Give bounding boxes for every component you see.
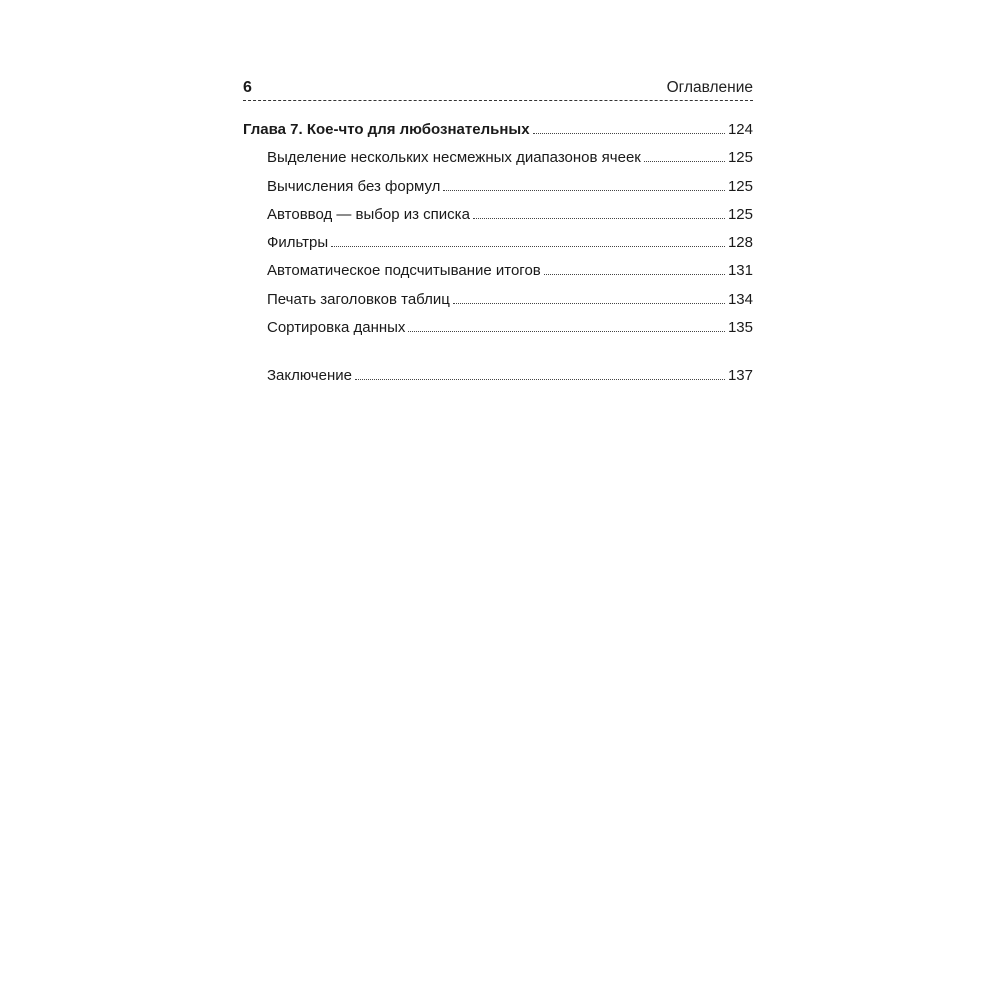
page-number: 6 [243, 79, 252, 96]
toc-entry-row [243, 290, 753, 318]
section-title: Оглавление [666, 79, 753, 96]
document-page [243, 78, 753, 395]
toc-entry-title: Сортировка данных [267, 319, 406, 337]
toc-entry-title: Автоввод — выбор из списка [267, 205, 470, 223]
toc-entry-page: 125 [727, 177, 753, 195]
toc-entry-row [243, 177, 753, 205]
toc-entry-page: 125 [727, 149, 753, 167]
toc-conclusion-title: Заключение [267, 367, 352, 385]
toc-dot-leader [533, 133, 725, 134]
toc-dot-leader [544, 274, 725, 275]
toc-dot-leader [355, 379, 725, 380]
toc-conclusion-row [243, 366, 753, 394]
toc-dot-leader [443, 190, 725, 191]
toc-entry-page: 134 [727, 290, 753, 308]
toc-entry-title: Вычисления без формул [267, 177, 441, 195]
toc-entry-page: 128 [727, 234, 753, 252]
running-head [243, 78, 753, 101]
toc-entry-title: Выделение нескольких несмежных диапазонов ячеек [267, 149, 641, 167]
toc-entry-page: 131 [727, 262, 753, 280]
toc-chapter-page: 124 [727, 121, 753, 138]
toc-entry-page: 125 [727, 205, 753, 223]
toc-entry-row [243, 148, 753, 176]
toc-entry-title: Автоматическое подсчитывание итогов [267, 262, 541, 280]
toc-dot-leader [331, 246, 725, 247]
toc-dot-leader [453, 303, 725, 304]
toc-dot-leader [473, 218, 725, 219]
toc-chapter-title: Глава 7. Кое-что для любознательных [243, 121, 530, 138]
toc-entry-row [243, 205, 753, 233]
toc-dot-leader [644, 161, 725, 162]
toc-dot-leader [408, 331, 725, 332]
toc-entry-title: Печать заголовков таблиц [267, 290, 450, 308]
table-of-contents [243, 120, 753, 395]
toc-entry-row [243, 318, 753, 346]
toc-conclusion-page: 137 [727, 367, 753, 385]
toc-entry-page: 135 [727, 319, 753, 337]
toc-entry-row [243, 233, 753, 261]
toc-entry-row [243, 261, 753, 289]
toc-chapter-row [243, 120, 753, 148]
toc-entry-title: Фильтры [267, 234, 329, 252]
